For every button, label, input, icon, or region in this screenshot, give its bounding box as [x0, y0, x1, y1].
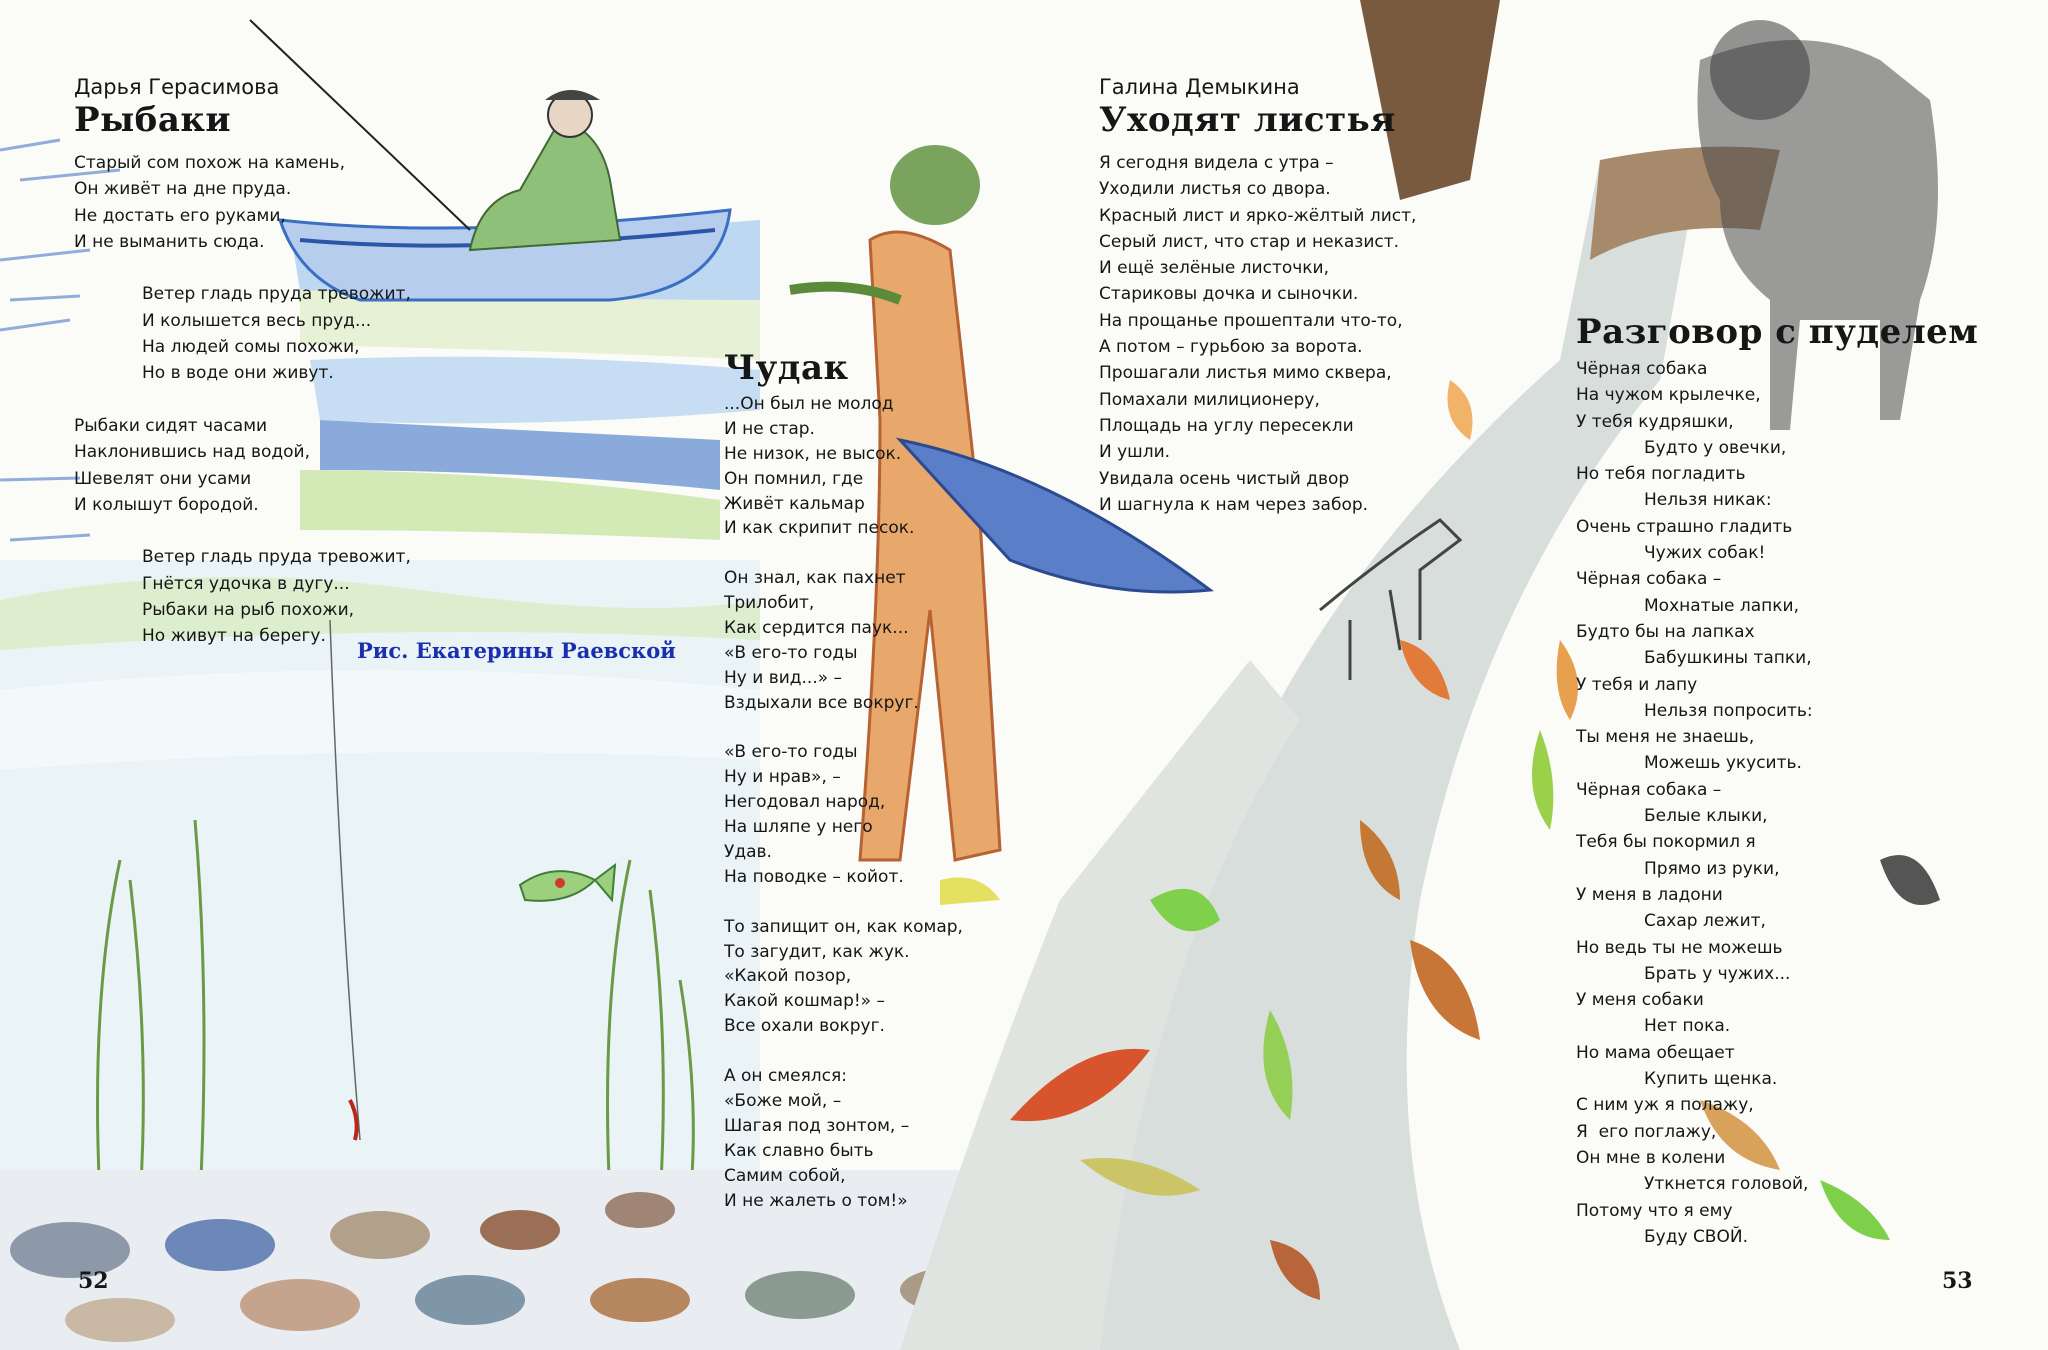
poem-rybaki [74, 74, 411, 650]
poem-line: Очень страшно гладить [1576, 516, 1793, 537]
poem-body [724, 392, 963, 1213]
poem-body [1099, 150, 1416, 518]
poem-line: Буду СВОЙ. [1644, 1226, 1748, 1247]
poem-line: Площадь на углу пересекли [1099, 415, 1354, 436]
poem-line: Шевелят они усами [74, 468, 252, 489]
poem-line: Белые клыки, [1644, 806, 1768, 827]
poem-line: А он смеялся: [724, 1066, 847, 1087]
poem-line: Как сердится паук... [724, 618, 909, 639]
poem-line: Мохнатые лапки, [1644, 595, 1799, 616]
poem-ukhodyat-listya [1099, 74, 1416, 518]
poem-line: Помахали милиционеру, [1099, 389, 1320, 410]
poem-line [74, 518, 411, 544]
poem-line: У меня собаки [1576, 990, 1704, 1011]
poem-line: И ещё зелёные листочки, [1099, 258, 1330, 279]
poem-line: И как скрипит песок. [724, 518, 915, 539]
poem-line: Ты меня не знаешь, [1576, 727, 1755, 748]
poem-line: «Боже мой, – [724, 1090, 842, 1111]
illustrator-credit: Рис. Екатерины Раевской [357, 638, 676, 663]
poem-line: У тебя и лапу [1576, 674, 1698, 695]
poem-line: «Какой позор, [724, 966, 852, 987]
poem-line: На прощанье прошептали что-то, [1099, 310, 1403, 331]
poem-line [724, 890, 963, 915]
poem-line: Бабушкины тапки, [1644, 648, 1812, 669]
poem-line: Он помнил, где [724, 468, 864, 489]
poem-line: То запищит он, как комар, [724, 916, 963, 937]
poem-line: Я сегодня видела с утра – [1099, 153, 1334, 173]
poem-line: Уходили листья со двора. [1099, 179, 1331, 200]
poem-line: Он живёт на дне пруда. [74, 179, 292, 200]
poem-line: Негодовал народ, [724, 792, 886, 813]
poem-title: Разговор с пуделем [1576, 312, 1979, 352]
poem-body [1576, 356, 1978, 1250]
poem-line: Как славно быть [724, 1140, 874, 1161]
poem-line: Старый сом похож на камень, [74, 153, 345, 173]
poem-line: У меня в ладони [1576, 884, 1723, 905]
poem-line: Трилобит, [724, 593, 815, 614]
poem-line: Будто у овечки, [1644, 437, 1787, 458]
poem-line: И колышут бородой. [74, 494, 259, 515]
poem-line: Но ведь ты не можешь [1576, 937, 1783, 958]
poem-line: Я его поглажу, [1576, 1121, 1717, 1142]
poem-line: Купить щенка. [1644, 1069, 1778, 1090]
poem-line: И шагнула к нам через забор. [1099, 494, 1369, 515]
poem-line [724, 1039, 963, 1064]
poem-line: Нельзя попросить: [1644, 700, 1813, 721]
poem-line: Уткнется головой, [1644, 1174, 1809, 1195]
poem-line [74, 387, 411, 413]
poem-line: Не достать его руками, [74, 205, 286, 226]
poem-line: И не стар. [724, 418, 815, 439]
poem-line [724, 716, 963, 741]
poem-line: Тебя бы покормил я [1576, 832, 1756, 853]
poem-line: Вздыхали все вокруг. [724, 692, 919, 713]
poem-line: Чужих собак! [1644, 543, 1766, 564]
poem-line: Не низок, не высок. [724, 443, 902, 464]
poem-line: И колышется весь пруд... [142, 310, 372, 331]
poem-line: Можешь укусить. [1644, 753, 1802, 774]
poem-line: «В его-то годы [724, 642, 858, 663]
poem-line: Ветер гладь пруда тревожит, [142, 284, 411, 305]
poem-line: На шляпе у него [724, 817, 873, 838]
poem-line: Нет пока. [1644, 1016, 1731, 1037]
poem-body [74, 150, 411, 650]
poem-line: ...Он был не молод [724, 394, 894, 414]
poem-line: Будто бы на лапках [1576, 621, 1755, 642]
poem-line: Все охали вокруг. [724, 1016, 885, 1037]
poem-line: Сахар лежит, [1644, 911, 1766, 932]
poem-line: На поводке – койот. [724, 866, 904, 887]
poem-line: На чужом крылечке, [1576, 385, 1761, 406]
poem-line: Прямо из руки, [1644, 858, 1780, 879]
poem-line: Но тебя погладить [1576, 464, 1746, 485]
poem-line: Чёрная собака [1576, 359, 1708, 379]
poem-line: Нельзя никак: [1644, 490, 1772, 511]
page-number-left: 52 [78, 1268, 109, 1294]
author-name: Дарья Герасимова [74, 75, 280, 99]
poem-line: Серый лист, что стар и неказист. [1099, 231, 1400, 252]
poem-line: Гнётся удочка в дугу... [142, 573, 350, 594]
poem-line: Рыбаки на рыб похожи, [142, 600, 355, 621]
poem-line: Ну и нрав», – [724, 767, 841, 788]
poem-line: «В его-то годы [724, 742, 858, 763]
poem-line [724, 541, 963, 566]
poem-line: Чёрная собака – [1576, 779, 1722, 800]
poem-line: Удав. [724, 842, 772, 863]
poem-line: С ним уж я полажу, [1576, 1095, 1754, 1116]
poem-line: Он знал, как пахнет [724, 568, 906, 589]
poem-line: Но в воде они живут. [142, 363, 334, 384]
poem-line: Стариковы дочка и сыночки. [1099, 284, 1359, 305]
poem-line: И не выманить сюда. [74, 231, 265, 252]
poem-title: Уходят листья [1099, 100, 1396, 140]
poem-line: Он мне в колени [1576, 1147, 1726, 1168]
poem-line [74, 255, 411, 281]
poem-line: Ну и вид...» – [724, 667, 843, 688]
poem-line: Наклонившись над водой, [74, 442, 311, 463]
poem-line: То загудит, как жук. [724, 941, 910, 962]
poem-razgovor-s-pudelem [1576, 312, 1978, 1250]
page-number-right: 53 [1942, 1268, 1973, 1294]
poem-line: Какой кошмар!» – [724, 991, 885, 1012]
poem-line: Прошагали листья мимо сквера, [1099, 363, 1392, 384]
poem-line: И ушли. [1099, 442, 1171, 463]
poem-line: Чёрная собака – [1576, 569, 1722, 590]
poem-line: На людей сомы похожи, [142, 337, 360, 358]
poem-line: Шагая под зонтом, – [724, 1115, 910, 1136]
poem-line: У тебя кудряшки, [1576, 411, 1734, 432]
poem-line: Рыбаки сидят часами [74, 415, 268, 436]
poem-line: Но живут на берегу. [142, 626, 326, 647]
author-name: Галина Демыкина [1099, 75, 1300, 99]
poem-line: Брать у чужих... [1644, 963, 1791, 984]
poem-chudak [724, 348, 963, 1213]
poem-title: Чудак [724, 348, 849, 388]
poem-line: А потом – гурьбою за ворота. [1099, 337, 1363, 358]
poem-line: Увидала осень чистый двор [1099, 468, 1350, 489]
poem-line: Живёт кальмар [724, 493, 865, 514]
poem-line: Самим собой, [724, 1165, 846, 1186]
poem-line: И не жалеть о том!» [724, 1190, 908, 1211]
poem-line: Но мама обещает [1576, 1042, 1735, 1063]
poem-line: Красный лист и ярко-жёлтый лист, [1099, 205, 1417, 226]
poem-title: Рыбаки [74, 100, 232, 140]
poem-line: Потому что я ему [1576, 1200, 1733, 1221]
poem-line: Ветер гладь пруда тревожит, [142, 547, 411, 568]
